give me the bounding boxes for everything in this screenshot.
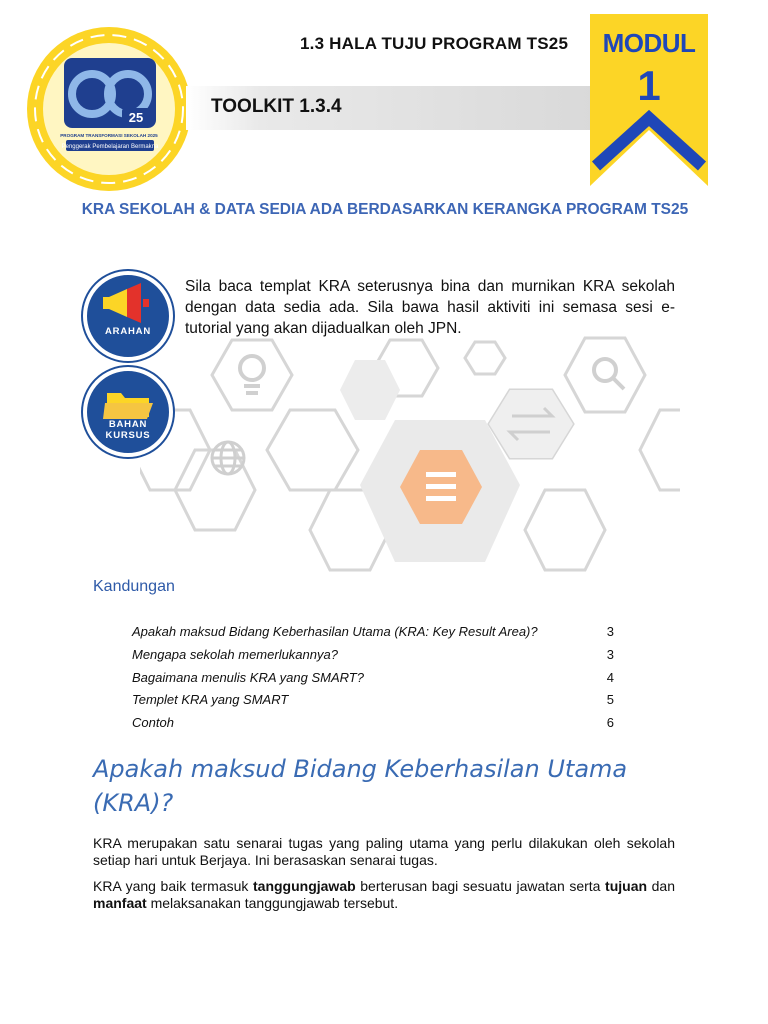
toc-item-label: Apakah maksud Bidang Keberhasilan Utama (KRA: Key Result Area)? [132, 624, 538, 639]
toc-item-page: 3 [606, 646, 614, 662]
toolkit-label: TOOLKIT 1.3.4 [211, 96, 342, 117]
toc-item[interactable] [132, 670, 614, 693]
ts25-logo [24, 24, 194, 194]
paragraph-2-part-2: berterusan bagi sesuatu jawatan serta [355, 878, 606, 894]
logo-tagline: Penggerak Pembelajaran Bermakna [61, 144, 159, 150]
logo-mark: 25 [128, 110, 144, 125]
paragraph-2-part-3: dan [647, 878, 675, 894]
instruction-text: Sila baca templat KRA seterusnya bina dan murnikan KRA sekolah dengan data sedia ada. Sila bawa hasil aktiviti ini semasa sesi e-tutorial yang akan dijadualkan oleh JPN. [185, 278, 675, 337]
hexagon-background-graphic [140, 300, 680, 590]
toc-list [132, 624, 614, 738]
arahan-badge [83, 271, 173, 361]
toc-item[interactable] [132, 715, 614, 738]
modul-number: 1 [637, 62, 661, 109]
paragraph-2-part-1: KRA yang baik termasuk [93, 878, 253, 894]
ts25-logo-graphic [24, 24, 194, 194]
page-header-title: 1.3 HALA TUJU PROGRAM TS25 [300, 34, 569, 53]
toc-item-label: Bagaimana menulis KRA yang SMART? [132, 669, 364, 685]
section-heading: KRA SEKOLAH & DATA SEDIA ADA BERDASARKAN KERANGKA PROGRAM TS25 [81, 201, 689, 218]
toc-item-label: Templet KRA yang SMART [132, 692, 289, 708]
bold-tanggungjawab: tanggungjawab [253, 878, 356, 894]
globe-icon [212, 442, 244, 474]
modul-label: MODUL [602, 28, 696, 58]
bahan-label: BAHAN [108, 419, 148, 430]
logo-subtitle: PROGRAM TRANSFORMASI SEKOLAH 2025 [60, 133, 158, 138]
kursus-label: KURSUS [105, 430, 151, 441]
toc-item-label: Mengapa sekolah memerlukannya? [132, 646, 338, 662]
toc-item[interactable] [132, 692, 614, 715]
toc-item-page: 6 [606, 715, 614, 731]
toc-item-page: 5 [606, 692, 614, 708]
magnifier-icon [594, 359, 624, 389]
paragraph-2-part-4: melaksanakan tanggungjawab tersebut. [146, 895, 399, 911]
content-heading: Apakah maksud Bidang Keberhasilan Utama (KRA)? [93, 755, 628, 817]
paragraph-1: KRA merupakan satu senarai tugas yang paling utama yang perlu dilakukan oleh sekolah setiap hari untuk Berjaya. Ini berasaskan senarai tugas. [93, 835, 675, 868]
megaphone-icon [87, 275, 169, 357]
toc-item-page: 4 [606, 669, 614, 685]
toc-item-page: 3 [606, 624, 614, 639]
arahan-label: ARAHAN [105, 326, 151, 337]
toc-item-label: Contoh [132, 715, 174, 731]
toc-item[interactable] [132, 624, 614, 647]
bold-manfaat: manfaat [93, 895, 147, 911]
bold-tujuan: tujuan [605, 878, 648, 894]
toc-item[interactable] [132, 647, 614, 670]
toc-title: Kandungan [93, 578, 175, 595]
paragraph-2 [93, 878, 675, 912]
bahan-kursus-badge [83, 367, 173, 457]
bulb-icon [240, 356, 264, 393]
